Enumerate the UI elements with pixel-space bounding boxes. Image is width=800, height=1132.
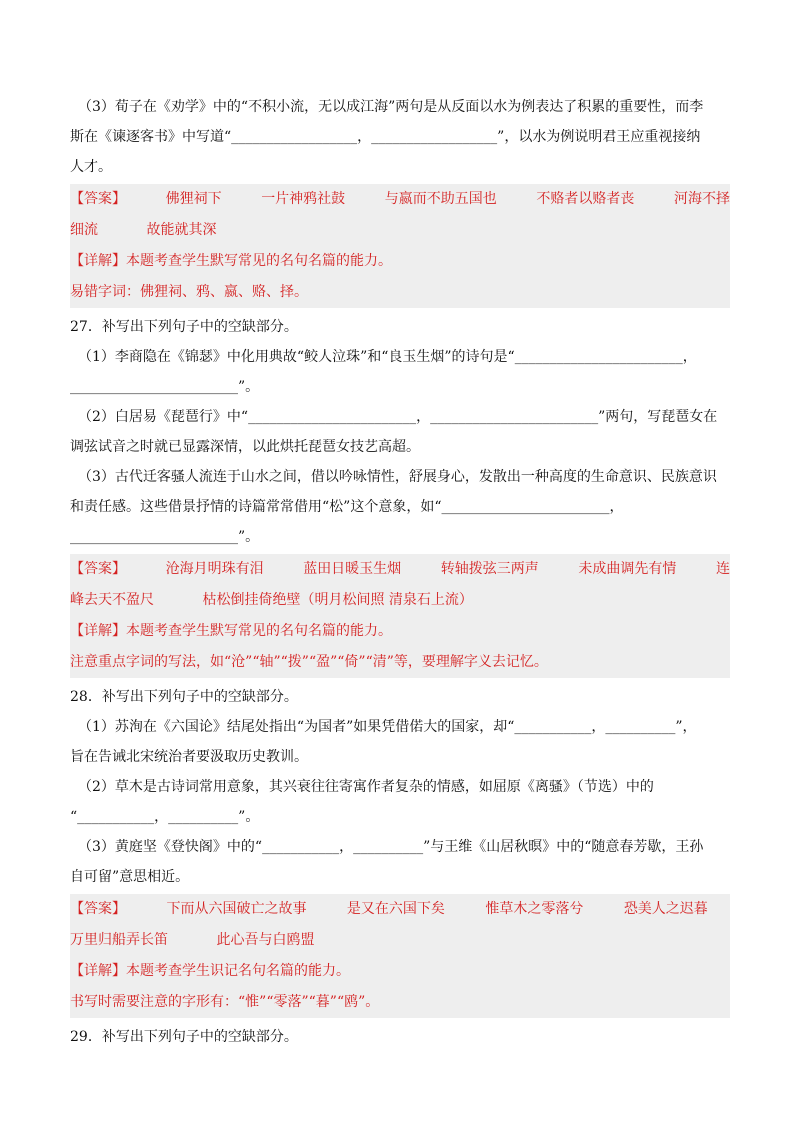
answer-detail: 【详解】本题考查学生默写常见的名句名篇的能力。 <box>70 253 392 269</box>
q28-part2-line2: “___________，__________”。 <box>70 809 260 825</box>
q28-part1-line1: （1）苏洵在《六国论》结尾处指出“为国者”如果凭借偌大的国家，却“___________，__________”， <box>78 719 697 735</box>
answer-item: 恐美人之迟暮 <box>623 901 708 917</box>
answer-item: 连 <box>715 561 730 577</box>
answer-note: 注意重点字词的写法，如“沧”“轴”“拨”“盈”“倚”“清”等，要理解字义去记忆。 <box>70 654 548 670</box>
answer-tag: 【答案】 <box>70 561 126 577</box>
q27-part2-line2: 调弦试音之时就已显露深情，以此烘托琵琶女技艺高超。 <box>70 439 420 455</box>
q28-part2-line1: （2）草木是古诗词常用意象，其兴衰往往寄寓作者复杂的情感，如屈原《离骚》（节选）中的 <box>78 779 654 795</box>
answer-block-28 <box>70 894 730 1018</box>
question-29-title: 29．补写出下列句子中的空缺部分。 <box>70 1029 298 1045</box>
answer-item: 与嬴而不助五国也 <box>384 191 497 207</box>
answer-item: 未成曲调先有情 <box>578 561 677 577</box>
answer-item: 蓝田日暖玉生烟 <box>303 561 402 577</box>
answer-item: 枯松倒挂倚绝壁（明月松间照 清泉石上流） <box>202 592 473 608</box>
q28-part1-line2: 旨在告诫北宋统治者要汲取历史教训。 <box>70 749 308 765</box>
q27-part1-line2: ________________________”。 <box>70 379 260 395</box>
answer-item: 故能就其深 <box>146 222 217 238</box>
q27-part2-line1: （2）白居易《琵琶行》中“________________________，________________________”两句，写琵琶女在 <box>78 409 718 425</box>
q28-part3-line2: 自可留”意思相近。 <box>70 869 190 885</box>
answer-note: 易错字词：佛狸祠、鸦、嬴、赂、择。 <box>70 284 308 300</box>
q26-part3-line2: 斯在《谏逐客书》中写道“__________________，__________________”，以水为例说明君王应重视接纳 <box>70 129 701 145</box>
q27-part3-line3: ________________________”。 <box>70 529 260 545</box>
answer-note: 书写时需要注意的字形有：“惟”“零落”“暮”“鸥”。 <box>70 994 380 1010</box>
answer-item: 下而从六国破亡之故事 <box>166 901 307 917</box>
answer-item: 沧海月明珠有泪 <box>165 561 264 577</box>
question-27-title: 27．补写出下列句子中的空缺部分。 <box>70 319 298 335</box>
answer-row <box>70 554 730 585</box>
answer-item: 一片神鸦社鼓 <box>261 191 346 207</box>
q27-part3-line2: 和责任感。这些借景抒情的诗篇常常借用“松”这个意象，如“________________________， <box>70 499 624 515</box>
answer-detail: 【详解】本题考查学生默写常见的名句名篇的能力。 <box>70 623 392 639</box>
answer-item: 不赂者以赂者丧 <box>536 191 635 207</box>
answer-item: 佛狸祠下 <box>165 191 222 207</box>
document-page <box>70 92 730 1052</box>
answer-item: 万里归船弄长笛 <box>70 932 168 948</box>
answer-item: 此心吾与白鸥盟 <box>216 932 315 948</box>
q27-part3-line1: （3）古代迁客骚人流连于山水之间，借以吟咏情性，舒展身心，发散出一种高度的生命意识、民族意识 <box>78 469 717 485</box>
answer-item: 惟草木之零落兮 <box>485 901 584 917</box>
answer-item: 转轴拨弦三两声 <box>440 561 539 577</box>
answer-row-cont <box>70 215 730 246</box>
q26-part3-line1: （3）荀子在《劝学》中的“不积小流，无以成江海”两句是从反面以水为例表达了积累的重要性，而李 <box>78 99 704 115</box>
answer-item: 是又在六国下矣 <box>346 901 445 917</box>
q28-part3-line1: （3）黄庭坚《登快阁》中的“___________，__________”与王维《山居秋暝》中的“随意春芳歇，王孙 <box>78 839 704 855</box>
question-28-title: 28．补写出下列句子中的空缺部分。 <box>70 689 298 705</box>
answer-item: 河海不择 <box>673 191 730 207</box>
answer-row-cont <box>70 585 730 616</box>
answer-row <box>70 894 730 925</box>
answer-item: 细流 <box>70 222 98 238</box>
q26-part3-line3: 人才。 <box>70 159 112 175</box>
answer-item: 峰去天不盈尺 <box>70 592 154 608</box>
answer-row <box>70 184 730 215</box>
answer-row-cont <box>70 925 730 956</box>
answer-tag: 【答案】 <box>70 901 126 917</box>
answer-block-27 <box>70 554 730 678</box>
answer-detail: 【详解】本题考查学生识记名句名篇的能力。 <box>70 963 350 979</box>
answer-block-26 <box>70 184 730 308</box>
q27-part1-line1: （1）李商隐在《锦瑟》中化用典故“鲛人泣珠”和“良玉生烟”的诗句是“________________________， <box>78 349 697 365</box>
answer-tag: 【答案】 <box>70 191 126 207</box>
